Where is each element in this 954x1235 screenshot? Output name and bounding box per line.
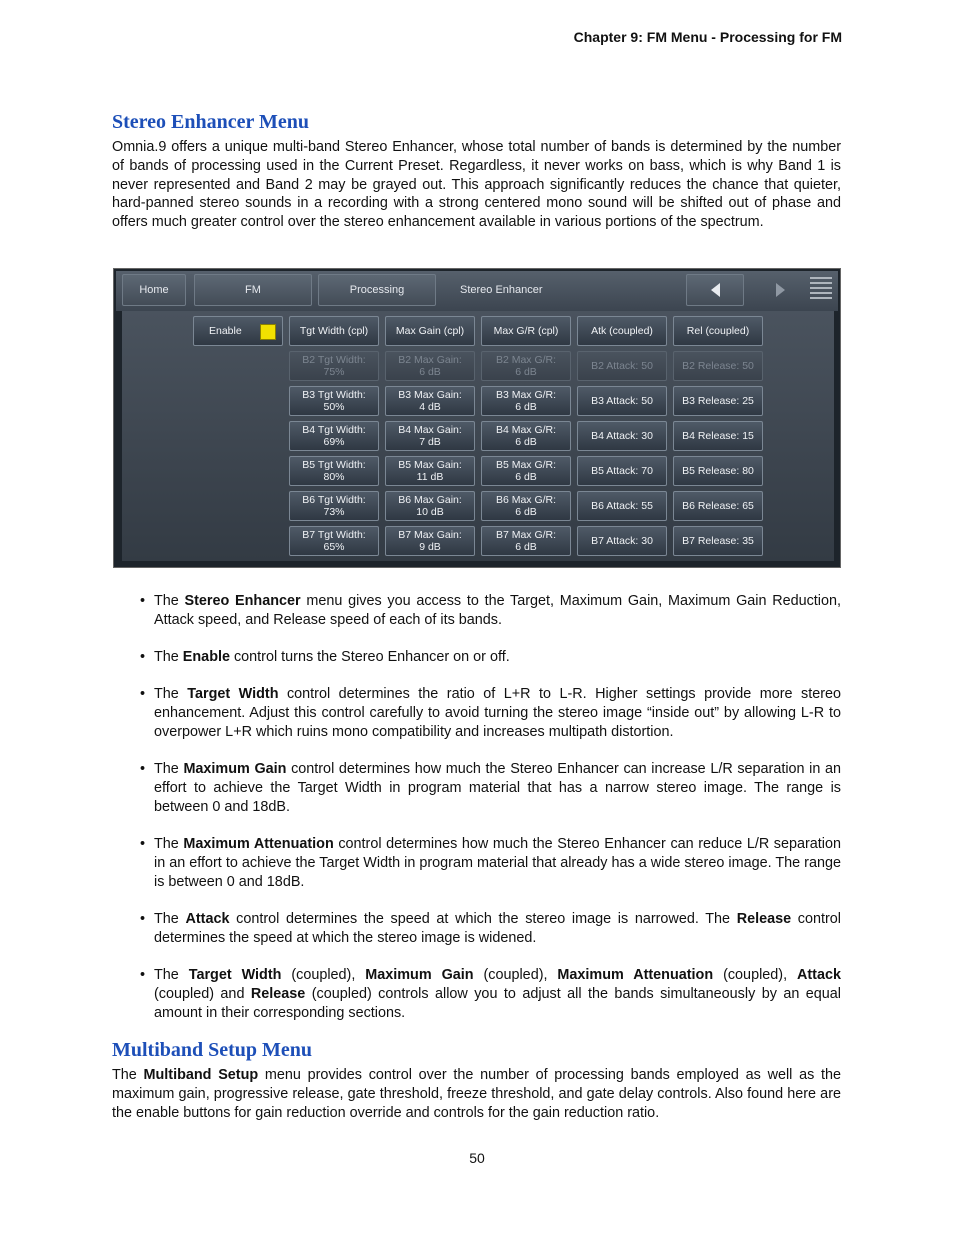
bullet-mid: (coupled), — [713, 967, 797, 983]
b3-release-button[interactable]: B3 Release: 25 — [673, 386, 763, 416]
bullet-text — [154, 685, 841, 741]
b7-max-gain-label: B7 Max Gain: — [398, 529, 462, 541]
b2-max-gain-value: 6 dB — [419, 366, 441, 378]
nav-fm-button[interactable]: FM — [194, 274, 312, 306]
b6-max-gain-label: B6 Max Gain: — [398, 494, 462, 506]
b3-max-gr-button[interactable] — [481, 386, 571, 416]
b6-max-gr-button[interactable] — [481, 491, 571, 521]
bullet-dot: • — [140, 686, 146, 702]
b6-max-gr-value: 6 dB — [515, 506, 537, 518]
bullet-post: menu gives you access to the Target, Maximum Gain, Maximum Gain Reduction, Attack speed, and Release speed of each of its bands. — [154, 593, 842, 628]
b4-max-gr-button[interactable] — [481, 421, 571, 451]
b4-max-gr-value: 6 dB — [515, 436, 537, 448]
max-gr-coupled-button[interactable]: Max G/R (cpl) — [481, 316, 571, 346]
b6-attack-button[interactable]: B6 Attack: 55 — [577, 491, 667, 521]
enable-button[interactable] — [193, 316, 283, 346]
b5-max-gain-button[interactable] — [385, 456, 475, 486]
bullet-enable — [140, 648, 841, 667]
arrow-left-icon — [709, 282, 721, 298]
back-arrow-button[interactable] — [686, 274, 744, 306]
max-gain-coupled-button[interactable]: Max Gain (cpl) — [385, 316, 475, 346]
bullet-post: control determines how much the Stereo Enhancer can reduce L/R separation in an effort to achieve the Target Width in program material that already has a wide stereo image. The range is between 0 and 18dB. — [154, 836, 842, 890]
nav-bar — [116, 271, 838, 311]
bullet-text — [154, 760, 841, 816]
nav-home-button[interactable]: Home — [122, 274, 186, 306]
b2-max-gr-value: 6 dB — [515, 366, 537, 378]
b6-tgt-width-label: B6 Tgt Width: — [302, 494, 366, 506]
b7-max-gr-button[interactable] — [481, 526, 571, 556]
bullet-attack-release — [140, 910, 841, 948]
bullet-stereo-enhancer — [140, 592, 841, 630]
bullet-pre: The — [154, 967, 189, 983]
bullet-pre: The — [154, 911, 186, 927]
enable-led-indicator — [260, 324, 276, 340]
bullet-maximum-attenuation — [140, 835, 841, 891]
b4-tgt-width-value: 69% — [323, 436, 345, 448]
b4-tgt-width-button[interactable] — [289, 421, 379, 451]
bullet-pre: The — [154, 836, 184, 852]
b5-tgt-width-button[interactable] — [289, 456, 379, 486]
nav-current-label: Stereo Enhancer — [460, 284, 543, 296]
b3-max-gain-button[interactable] — [385, 386, 475, 416]
b6-max-gain-value: 10 dB — [416, 506, 444, 518]
arrow-right-icon — [775, 282, 787, 298]
bullet-post: (coupled) controls allow you to adjust all the bands simultaneously by an equal amount in their corresponding sections. — [154, 985, 841, 1021]
bullet-pre: The — [154, 649, 183, 665]
b2-release-button[interactable]: B2 Release: 50 — [673, 351, 763, 381]
bullet-pre: The — [154, 593, 185, 609]
b7-tgt-width-button[interactable] — [289, 526, 379, 556]
b2-tgt-width-label: B2 Tgt Width: — [302, 354, 366, 366]
b5-tgt-width-label: B5 Tgt Width: — [302, 459, 366, 471]
para-post: menu provides control over the number of processing bands employed as well as the maximum gain, progressive release, gate threshold, freeze threshold, and gate delay controls. Also found here are the enable buttons for gain reduction override and controls for the gain reduction ratio. — [112, 1067, 842, 1121]
b3-attack-button[interactable]: B3 Attack: 50 — [577, 386, 667, 416]
b3-max-gr-label: B3 Max G/R: — [495, 389, 557, 401]
enable-label: Enable — [209, 325, 242, 337]
bullet-mid: control determines the speed at which the stereo image is narrowed. The — [229, 911, 737, 927]
bullet-text — [154, 910, 841, 948]
b4-max-gr-label: B4 Max G/R: — [495, 424, 557, 436]
b5-release-button[interactable]: B5 Release: 80 — [673, 456, 763, 486]
b5-max-gr-value: 6 dB — [515, 471, 537, 483]
bullet-mid: (coupled) and — [154, 985, 251, 1002]
b4-max-gain-label: B4 Max Gain: — [398, 424, 462, 436]
attack-coupled-button[interactable]: Atk (coupled) — [577, 316, 667, 346]
b7-release-button[interactable]: B7 Release: 35 — [673, 526, 763, 556]
bullet-pre: The — [154, 761, 184, 777]
b4-attack-button[interactable]: B4 Attack: 30 — [577, 421, 667, 451]
bullet-text — [154, 648, 841, 667]
bullet-dot: • — [140, 593, 146, 609]
multiband-paragraph — [112, 1066, 841, 1122]
b7-max-gain-value: 9 dB — [419, 541, 441, 553]
intro-paragraph: Omnia.9 offers a unique multi-band Stereo Enhancer, whose total number of bands is determined by the number of bands of processing used in the Current Preset. Regardless, it never works on bass, which is why Band 1 is never represented and Band 2 may be grayed out. This approach significantly reduces the chance that quieter, hard-panned stereo sounds in a recording with a strong centered mono sound will be shifted out of phase and offers much greater control over the stereo enhancement available in various portions of the spectrum. — [112, 139, 841, 231]
bullet-pre: The — [154, 686, 188, 702]
b2-attack-button[interactable]: B2 Attack: 50 — [577, 351, 667, 381]
bullet-text — [154, 966, 841, 1022]
section-title-multiband-setup: Multiband Setup Menu — [112, 1039, 313, 1061]
bullet-bold: Attack — [797, 967, 841, 983]
b5-attack-button[interactable]: B5 Attack: 70 — [577, 456, 667, 486]
b3-max-gain-value: 4 dB — [419, 401, 441, 413]
bullet-bold: Release — [736, 911, 792, 927]
bullet-bold: Enable — [182, 649, 230, 665]
bullet-post: control turns the Stereo Enhancer on or off. — [229, 649, 510, 665]
menu-lines-icon[interactable] — [810, 277, 832, 302]
b6-max-gr-label: B6 Max G/R: — [495, 494, 557, 506]
b5-max-gain-value: 11 dB — [416, 471, 444, 483]
bullet-post: control determines how much the Stereo Enhancer can increase L/R separation in an effort to achieve the Target Width in program material that has a narrow stereo image. The range is between 0 and 18dB. — [154, 761, 842, 815]
b6-max-gain-button[interactable] — [385, 491, 475, 521]
b3-max-gr-value: 6 dB — [515, 401, 537, 413]
b6-release-button[interactable]: B6 Release: 65 — [673, 491, 763, 521]
b4-max-gain-button[interactable] — [385, 421, 475, 451]
b7-attack-button[interactable]: B7 Attack: 30 — [577, 526, 667, 556]
b5-tgt-width-value: 80% — [323, 471, 345, 483]
b4-tgt-width-label: B4 Tgt Width: — [302, 424, 366, 436]
bullet-bold: Stereo Enhancer — [184, 593, 301, 609]
b4-release-button[interactable]: B4 Release: 15 — [673, 421, 763, 451]
b2-max-gr-label: B2 Max G/R: — [495, 354, 557, 366]
bullet-bold: Maximum Gain — [183, 761, 287, 777]
bullet-bold: Release — [250, 985, 306, 1002]
b2-max-gain-label: B2 Max Gain: — [398, 354, 462, 366]
page-number: 50 — [469, 1150, 485, 1166]
b6-tgt-width-value: 73% — [323, 506, 345, 518]
b2-max-gain-button[interactable] — [385, 351, 475, 381]
bullet-bold: Target Width — [187, 686, 279, 702]
b4-max-gain-value: 7 dB — [419, 436, 441, 448]
bullet-post: control determines the ratio of L+R to L-R. Higher settings provide more stereo enhancement. Adjust this control carefully to avoid turning the stereo image “inside out” by allowing L-R to overpower L+R which ruins mono compatibility and increases multipath distortion. — [154, 686, 842, 740]
section-title-stereo-enhancer: Stereo Enhancer Menu — [112, 111, 310, 133]
nav-processing-button[interactable]: Processing — [318, 274, 436, 306]
bullet-dot: • — [140, 967, 146, 983]
release-coupled-button[interactable]: Rel (coupled) — [673, 316, 763, 346]
b2-max-gr-button[interactable] — [481, 351, 571, 381]
b2-tgt-width-button[interactable] — [289, 351, 379, 381]
bullet-maximum-gain — [140, 760, 841, 816]
b2-tgt-width-value: 75% — [323, 366, 345, 378]
bullet-dot: • — [140, 836, 146, 852]
bullet-text — [154, 592, 841, 630]
bullet-target-width — [140, 685, 841, 741]
bullet-dot: • — [140, 761, 146, 777]
chapter-header: Chapter 9: FM Menu - Processing for FM — [573, 29, 842, 45]
b5-max-gr-label: B5 Max G/R: — [495, 459, 557, 471]
b6-tgt-width-button[interactable] — [289, 491, 379, 521]
bullet-bold: Attack — [185, 911, 230, 927]
bullet-text — [154, 835, 841, 891]
bullet-dot: • — [140, 649, 146, 665]
b3-max-gain-label: B3 Max Gain: — [398, 389, 462, 401]
b3-tgt-width-value: 50% — [323, 401, 345, 413]
bullet-mid: (coupled), — [281, 967, 366, 983]
b5-max-gr-button[interactable] — [481, 456, 571, 486]
forward-arrow-button[interactable] — [756, 274, 806, 306]
b3-tgt-width-button[interactable] — [289, 386, 379, 416]
b3-tgt-width-label: B3 Tgt Width: — [302, 389, 366, 401]
controls-area — [122, 311, 834, 561]
b7-max-gr-label: B7 Max G/R: — [495, 529, 557, 541]
bullet-bold: Target Width — [188, 967, 282, 983]
b7-max-gain-button[interactable] — [385, 526, 475, 556]
b7-tgt-width-value: 65% — [323, 541, 345, 553]
b5-max-gain-label: B5 Max Gain: — [398, 459, 462, 471]
bullet-bold: Maximum Attenuation — [183, 836, 334, 852]
b7-tgt-width-label: B7 Tgt Width: — [302, 529, 366, 541]
para-bold: Multiband Setup — [143, 1067, 259, 1083]
bullet-dot: • — [140, 911, 146, 927]
tgt-width-coupled-button[interactable]: Tgt Width (cpl) — [289, 316, 379, 346]
bullet-post: control determines the speed at which the stereo image is widened. — [154, 911, 841, 946]
bullet-bold: Maximum Attenuation — [557, 967, 714, 983]
stereo-enhancer-screenshot — [113, 268, 841, 568]
para-pre: The — [112, 1067, 144, 1083]
b7-max-gr-value: 6 dB — [515, 541, 537, 553]
bullet-mid: (coupled), — [473, 967, 558, 983]
bullet-coupled-controls — [140, 966, 841, 1022]
bullet-bold: Maximum Gain — [365, 967, 474, 983]
